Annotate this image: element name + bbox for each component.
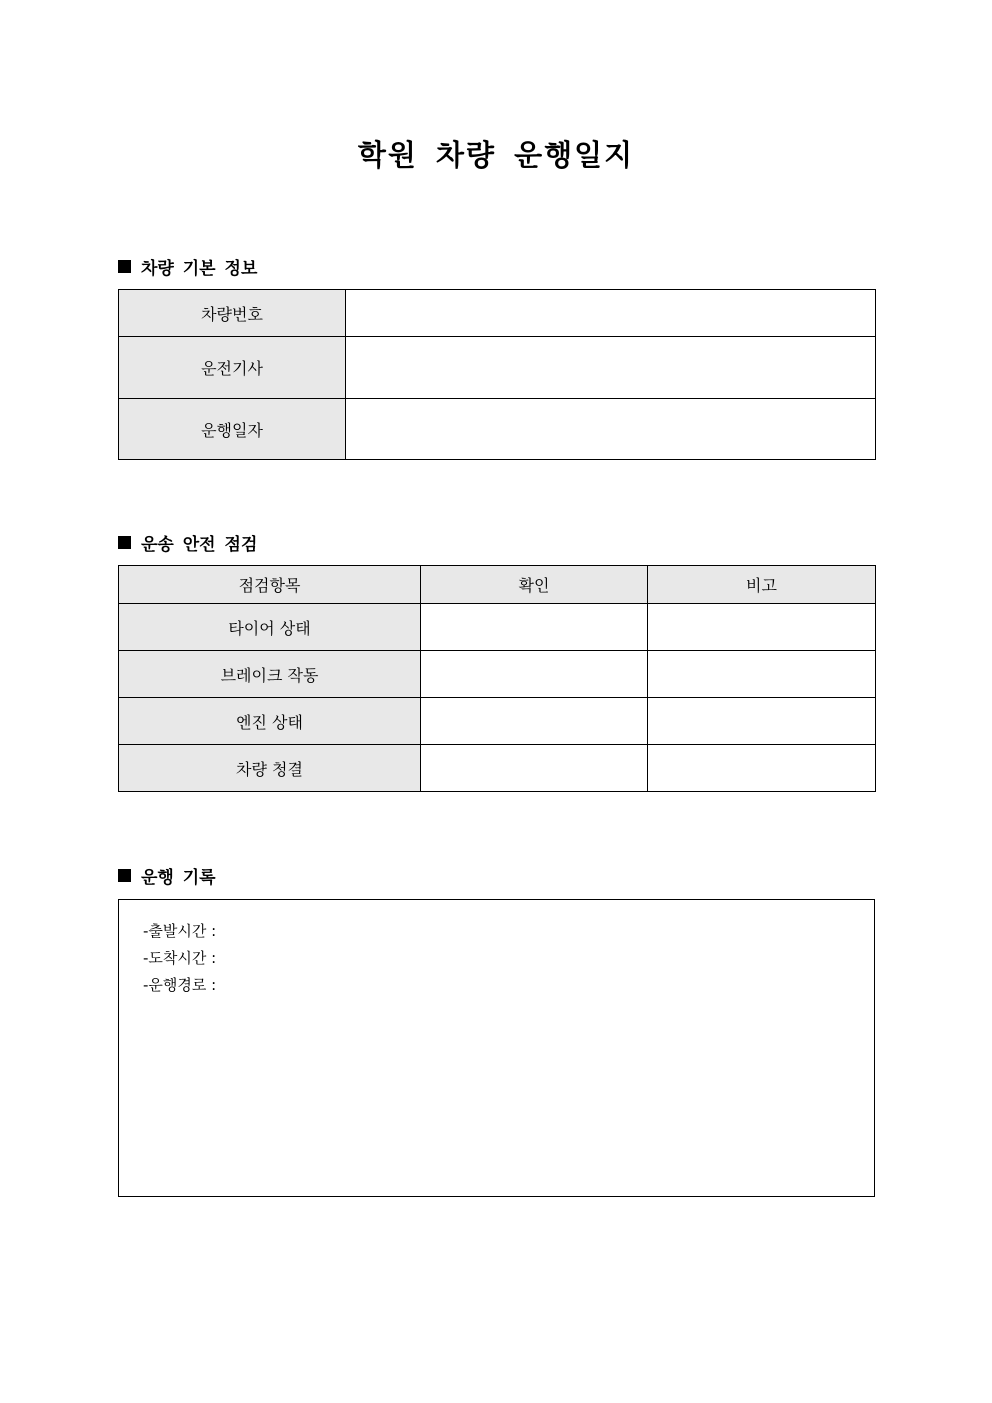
safety-check-table bbox=[118, 565, 876, 792]
section-heading-vehicle-info bbox=[118, 254, 257, 279]
note-field[interactable] bbox=[648, 651, 876, 698]
note-field[interactable] bbox=[648, 604, 876, 651]
table-row bbox=[119, 337, 876, 399]
square-bullet-icon bbox=[118, 869, 131, 882]
operation-date-field[interactable] bbox=[346, 399, 876, 460]
section-heading-label: 운행 기록 bbox=[141, 868, 216, 888]
column-header-item: 점검항목 bbox=[119, 566, 421, 604]
departure-time-line: -출발시간 : bbox=[143, 922, 217, 940]
section-heading-operation-record bbox=[118, 863, 216, 888]
check-field[interactable] bbox=[421, 651, 648, 698]
vehicle-number-label: 차량번호 bbox=[119, 290, 346, 337]
driver-label: 운전기사 bbox=[119, 337, 346, 399]
column-header-note: 비고 bbox=[648, 566, 876, 604]
vehicle-number-field[interactable] bbox=[346, 290, 876, 337]
note-field[interactable] bbox=[648, 745, 876, 792]
arrival-time-line: -도착시간 : bbox=[143, 949, 217, 967]
table-row bbox=[119, 651, 876, 698]
document-title: 학원 차량 운행일지 bbox=[357, 138, 635, 172]
section-heading-safety-check bbox=[118, 530, 257, 555]
vehicle-info-table bbox=[118, 289, 876, 460]
check-item-label: 브레이크 작동 bbox=[119, 651, 421, 698]
table-row bbox=[119, 604, 876, 651]
table-header-row bbox=[119, 566, 876, 604]
check-field[interactable] bbox=[421, 745, 648, 792]
table-row bbox=[119, 399, 876, 460]
check-item-label: 차량 청결 bbox=[119, 745, 421, 792]
check-field[interactable] bbox=[421, 604, 648, 651]
square-bullet-icon bbox=[118, 536, 131, 549]
route-line: -운행경로 : bbox=[143, 976, 217, 994]
operation-record-box[interactable] bbox=[118, 899, 875, 1197]
check-item-label: 엔진 상태 bbox=[119, 698, 421, 745]
operation-date-label: 운행일자 bbox=[119, 399, 346, 460]
table-row bbox=[119, 698, 876, 745]
square-bullet-icon bbox=[118, 260, 131, 273]
section-heading-label: 차량 기본 정보 bbox=[141, 259, 258, 279]
check-item-label: 타이어 상태 bbox=[119, 604, 421, 651]
section-heading-label: 운송 안전 점검 bbox=[141, 535, 258, 555]
check-field[interactable] bbox=[421, 698, 648, 745]
table-row bbox=[119, 290, 876, 337]
driver-field[interactable] bbox=[346, 337, 876, 399]
column-header-check: 확인 bbox=[421, 566, 648, 604]
table-row bbox=[119, 745, 876, 792]
note-field[interactable] bbox=[648, 698, 876, 745]
